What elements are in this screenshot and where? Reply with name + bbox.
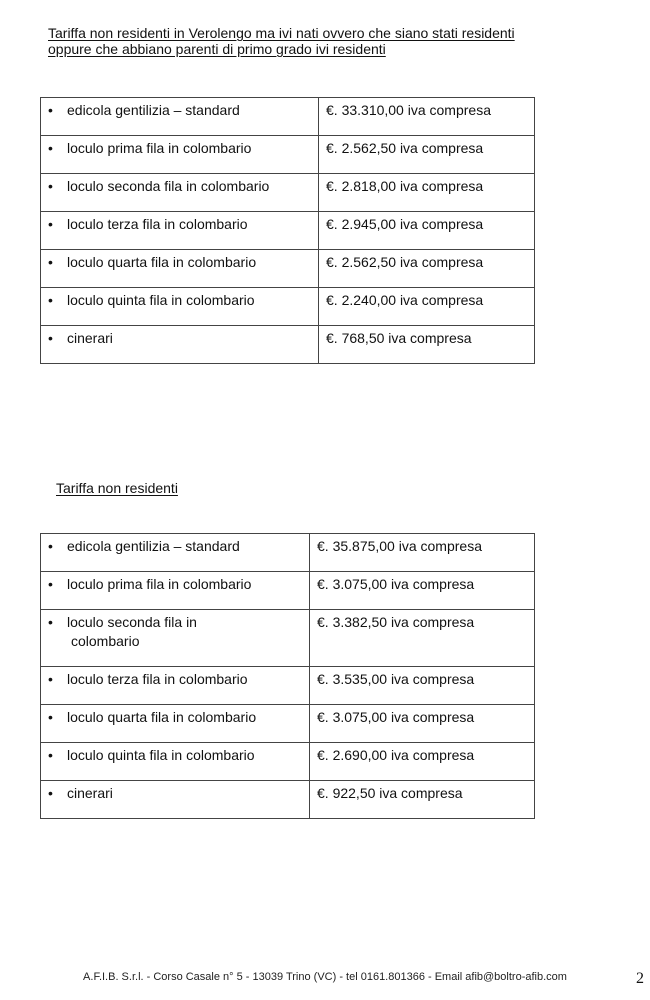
bullet-icon: • bbox=[48, 747, 53, 763]
bullet-icon: • bbox=[48, 254, 53, 270]
page-footer: A.F.I.B. S.r.l. - Corso Casale n° 5 - 13039 Trino (VC) - tel 0161.801366 - Email afib@boltro-afib.com bbox=[83, 971, 567, 983]
price-cell bbox=[310, 610, 535, 667]
item-cell bbox=[41, 743, 310, 781]
item-label: loculo terza fila in colombario bbox=[67, 671, 248, 687]
table-row bbox=[41, 743, 535, 781]
price-cell bbox=[319, 212, 535, 250]
table-row bbox=[41, 705, 535, 743]
price-label: €. 2.818,00 iva compresa bbox=[326, 178, 484, 194]
bullet-icon: • bbox=[48, 709, 53, 725]
item-cell bbox=[41, 610, 310, 667]
section1-title bbox=[48, 25, 538, 57]
price-label: €. 3.075,00 iva compresa bbox=[317, 709, 475, 725]
price-cell bbox=[319, 174, 535, 212]
table-row bbox=[41, 174, 535, 212]
table-row bbox=[41, 534, 535, 572]
price-label: €. 2.562,50 iva compresa bbox=[326, 254, 484, 270]
table-row bbox=[41, 667, 535, 705]
price-cell bbox=[310, 743, 535, 781]
item-label-line1: loculo seconda fila in bbox=[67, 614, 197, 630]
table-row bbox=[41, 781, 535, 819]
table-row bbox=[41, 212, 535, 250]
item-label: loculo seconda fila in colombario bbox=[67, 178, 270, 194]
bullet-icon: • bbox=[48, 538, 53, 554]
price-label: €. 3.535,00 iva compresa bbox=[317, 671, 475, 687]
price-label: €. 922,50 iva compresa bbox=[317, 785, 463, 801]
item-cell bbox=[41, 136, 319, 174]
table-row bbox=[41, 250, 535, 288]
item-cell bbox=[41, 174, 319, 212]
bullet-icon: • bbox=[48, 292, 53, 308]
price-label: €. 2.945,00 iva compresa bbox=[326, 216, 484, 232]
item-label: loculo terza fila in colombario bbox=[67, 216, 248, 232]
item-cell bbox=[41, 98, 319, 136]
page-number: 2 bbox=[636, 970, 644, 987]
table-row bbox=[41, 326, 535, 364]
price-cell bbox=[319, 326, 535, 364]
tariff-table-residenti-nati bbox=[40, 97, 535, 364]
item-label: loculo quinta fila in colombario bbox=[67, 747, 255, 763]
price-cell bbox=[310, 781, 535, 819]
table-row bbox=[41, 610, 535, 667]
price-cell bbox=[310, 572, 535, 610]
item-cell bbox=[41, 212, 319, 250]
bullet-icon: • bbox=[48, 102, 53, 118]
price-label: €. 2.240,00 iva compresa bbox=[326, 292, 484, 308]
item-cell bbox=[41, 326, 319, 364]
item-label: loculo quarta fila in colombario bbox=[67, 709, 257, 725]
item-label: edicola gentilizia – standard bbox=[67, 102, 240, 118]
price-cell bbox=[319, 250, 535, 288]
bullet-icon: • bbox=[48, 576, 53, 592]
item-label-line2: colombario bbox=[71, 633, 140, 649]
bullet-icon: • bbox=[48, 614, 53, 630]
item-label: edicola gentilizia – standard bbox=[67, 538, 240, 554]
bullet-icon: • bbox=[48, 140, 53, 156]
bullet-icon: • bbox=[48, 671, 53, 687]
item-cell bbox=[41, 781, 310, 819]
section2-title: Tariffa non residenti bbox=[56, 480, 178, 496]
price-label: €. 33.310,00 iva compresa bbox=[326, 102, 491, 118]
price-cell bbox=[319, 288, 535, 326]
item-cell bbox=[41, 572, 310, 610]
table-row bbox=[41, 136, 535, 174]
table-row bbox=[41, 288, 535, 326]
price-cell bbox=[319, 136, 535, 174]
table-row bbox=[41, 98, 535, 136]
price-label: €. 3.075,00 iva compresa bbox=[317, 576, 475, 592]
item-label bbox=[67, 613, 197, 651]
tariff-table-non-residenti bbox=[40, 533, 535, 819]
bullet-icon: • bbox=[48, 216, 53, 232]
price-cell bbox=[319, 98, 535, 136]
item-cell bbox=[41, 705, 310, 743]
price-cell bbox=[310, 534, 535, 572]
price-cell bbox=[310, 705, 535, 743]
item-label: loculo prima fila in colombario bbox=[67, 576, 252, 592]
item-label: loculo quinta fila in colombario bbox=[67, 292, 255, 308]
price-label: €. 3.382,50 iva compresa bbox=[317, 614, 475, 630]
bullet-icon: • bbox=[48, 330, 53, 346]
price-label: €. 35.875,00 iva compresa bbox=[317, 538, 482, 554]
section1-title-line2: oppure che abbiano parenti di primo grado ivi residenti bbox=[48, 41, 386, 57]
price-label: €. 2.562,50 iva compresa bbox=[326, 140, 484, 156]
table-row bbox=[41, 572, 535, 610]
section1-title-line1: Tariffa non residenti in Verolengo ma ivi nati ovvero che siano stati residenti bbox=[48, 25, 515, 41]
price-cell bbox=[310, 667, 535, 705]
item-cell bbox=[41, 288, 319, 326]
bullet-icon: • bbox=[48, 785, 53, 801]
item-label: loculo prima fila in colombario bbox=[67, 140, 252, 156]
bullet-icon: • bbox=[48, 178, 53, 194]
item-label: cinerari bbox=[67, 785, 113, 801]
price-label: €. 2.690,00 iva compresa bbox=[317, 747, 475, 763]
item-cell bbox=[41, 667, 310, 705]
item-cell bbox=[41, 534, 310, 572]
price-label: €. 768,50 iva compresa bbox=[326, 330, 472, 346]
item-cell bbox=[41, 250, 319, 288]
item-label: loculo quarta fila in colombario bbox=[67, 254, 257, 270]
item-label: cinerari bbox=[67, 330, 113, 346]
